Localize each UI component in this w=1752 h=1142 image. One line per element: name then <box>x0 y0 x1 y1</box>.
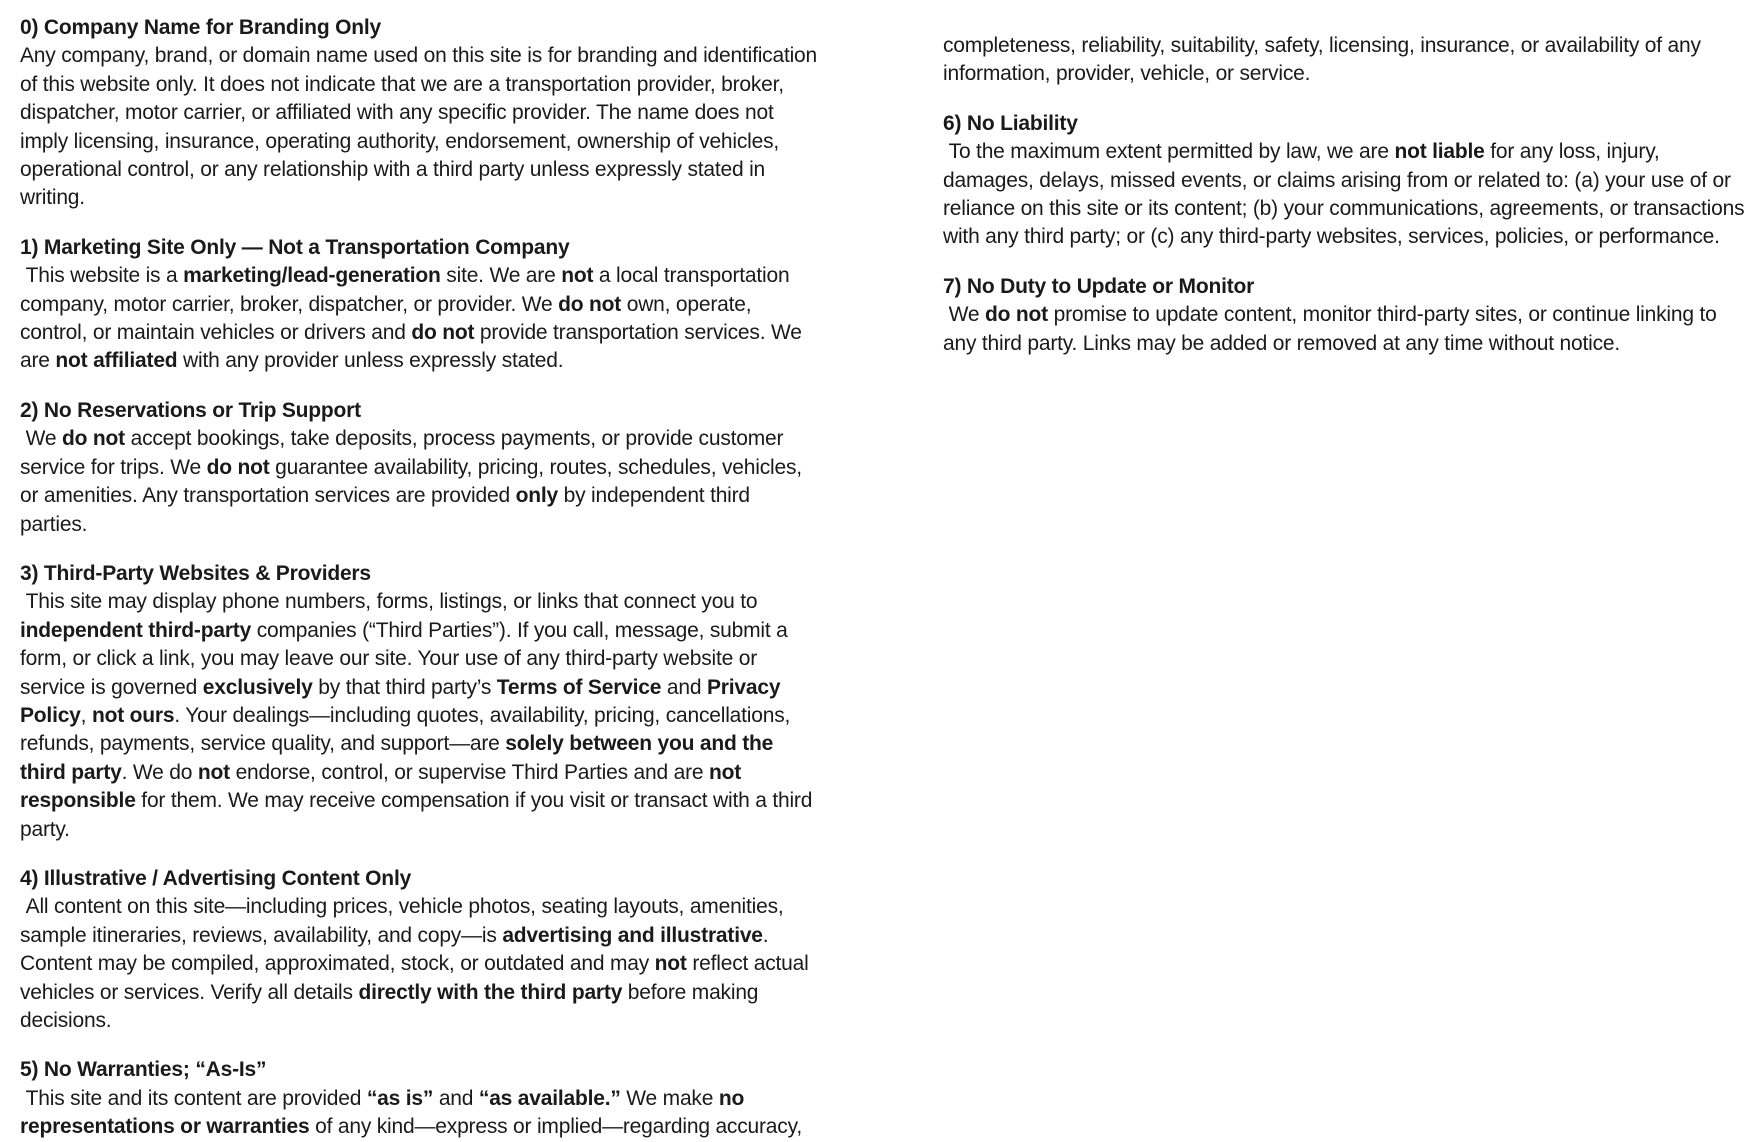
disclaimer-section <box>20 397 822 539</box>
bold-emphasis: not <box>197 760 230 784</box>
bold-emphasis: Privacy Policy <box>20 675 786 727</box>
disclaimer-section <box>20 560 822 844</box>
bold-emphasis: Terms of Service <box>496 675 662 699</box>
section-paragraph: This website is a marketing/lead-generation site. We are not a local transportation company, motor carrier, broker, dispatcher, or provider. We do not own, operate, control, or maintain vehicles or drivers and do not provide transportation services. We are not affiliated with any provider unless expressly stated. <box>20 264 808 373</box>
bold-emphasis: do not <box>985 303 1048 327</box>
bold-emphasis: not affiliated <box>55 349 178 373</box>
bold-emphasis: independent third-party <box>20 618 252 642</box>
disclaimer-section <box>20 234 822 376</box>
bold-emphasis: not <box>654 952 687 976</box>
section-heading: 2) No Reservations or Trip Support <box>20 398 361 422</box>
section-paragraph: This site may display phone numbers, forms, listings, or links that connect you to independent third-party companies (“Third Parties”). If you call, message, submit a form, or click a link, you may leave our site. Your use of any third-party website or service is governed exclusively by that third party’s Terms of Service and Privacy Policy, not ours. Your dealings—including quotes, availability, pricing, cancellations, refunds, payments, service quality, and support—are solely between you and the third party. We do not endorse, control, or supervise Third Parties and are not responsible for them. We may receive compensation if you visit or transact with a third party. <box>20 590 818 841</box>
disclaimer-section <box>20 14 822 213</box>
section-heading: 3) Third-Party Websites & Providers <box>20 561 371 585</box>
disclaimer-section <box>943 32 1745 89</box>
disclaimer-section <box>943 110 1751 252</box>
bold-emphasis: directly with the third party <box>358 980 623 1004</box>
right-column <box>943 14 1751 1142</box>
section-paragraph: This site and its content are provided “as is” and “as available.” We make no representations or warranties of any kind—express or implied—regarding accuracy, <box>20 1086 802 1139</box>
section-paragraph: To the maximum extent permitted by law, we are not liable for any loss, injury, damages, delays, missed events, or claims arising from or related to: (a) your use of or reliance on this site or its content; (b) your communications, agreements, or transactions with any third party; or (c) any third-party websites, services, policies, or performance. <box>943 140 1751 249</box>
bold-emphasis: advertising and illustrative <box>502 923 763 947</box>
section-paragraph: We do not accept bookings, take deposits, process payments, or provide customer service for trips. We do not guarantee availability, pricing, routes, schedules, vehicles, or amenities. Any transportation services are provided only by independent third parties. <box>20 427 808 536</box>
section-paragraph: We do not promise to update content, monitor third-party sites, or continue linking to any third party. Links may be added or removed at any time without notice. <box>943 303 1723 355</box>
bold-emphasis: marketing/lead-generation <box>183 264 441 288</box>
bold-emphasis: not liable <box>1394 140 1485 164</box>
bold-emphasis: solely between you and the third party <box>20 732 779 784</box>
section-heading: 5) No Warranties; “As-Is” <box>20 1058 267 1082</box>
disclaimer-section <box>20 865 822 1035</box>
section-heading: 4) Illustrative / Advertising Content Only <box>20 866 412 890</box>
section-heading: 6) No Liability <box>943 111 1078 135</box>
bold-emphasis: do not <box>411 321 475 345</box>
section-heading: 1) Marketing Site Only — Not a Transportation Company <box>20 235 570 259</box>
bold-emphasis: do not <box>206 455 270 479</box>
bold-emphasis: not responsible <box>20 760 747 813</box>
bold-emphasis: no representations or warranties <box>20 1086 750 1139</box>
section-heading: 7) No Duty to Update or Monitor <box>943 274 1255 298</box>
bold-emphasis: “as available.” <box>478 1086 621 1110</box>
section-paragraph: All content on this site—including prices, vehicle photos, seating layouts, amenities, sample itineraries, reviews, availability, and copy—is advertising and illustrative. Content may be compiled, approximated, stock, or outdated and may not reflect actual vehicles or services. Verify all details directly with the third party before making decisions. <box>20 895 815 1032</box>
bold-emphasis: “as is” <box>366 1086 434 1110</box>
left-column <box>20 14 822 1142</box>
section-paragraph: Any company, brand, or domain name used on this site is for branding and identification of this website only. It does not indicate that we are a transportation provider, broker, dispatcher, motor carrier, or affiliated with any specific provider. The name does not imply licensing, insurance, operating authority, endorsement, ownership of vehicles, operational control, or any relationship with a third party unless expressly stated in writing. <box>20 44 823 210</box>
bold-emphasis: not <box>561 264 594 288</box>
bold-emphasis: not ours <box>91 703 175 727</box>
disclaimer-section <box>20 1056 822 1141</box>
disclaimer-section <box>943 273 1745 358</box>
bold-emphasis: only <box>515 484 558 508</box>
bold-emphasis: exclusively <box>202 675 313 699</box>
section-heading: 0) Company Name for Branding Only <box>20 16 381 39</box>
bold-emphasis: do not <box>558 292 622 316</box>
bold-emphasis: do not <box>62 427 125 451</box>
section-paragraph-continued: completeness, reliability, suitability, safety, licensing, insurance, or availability of any information, provider, vehicle, or service. <box>943 34 1707 86</box>
